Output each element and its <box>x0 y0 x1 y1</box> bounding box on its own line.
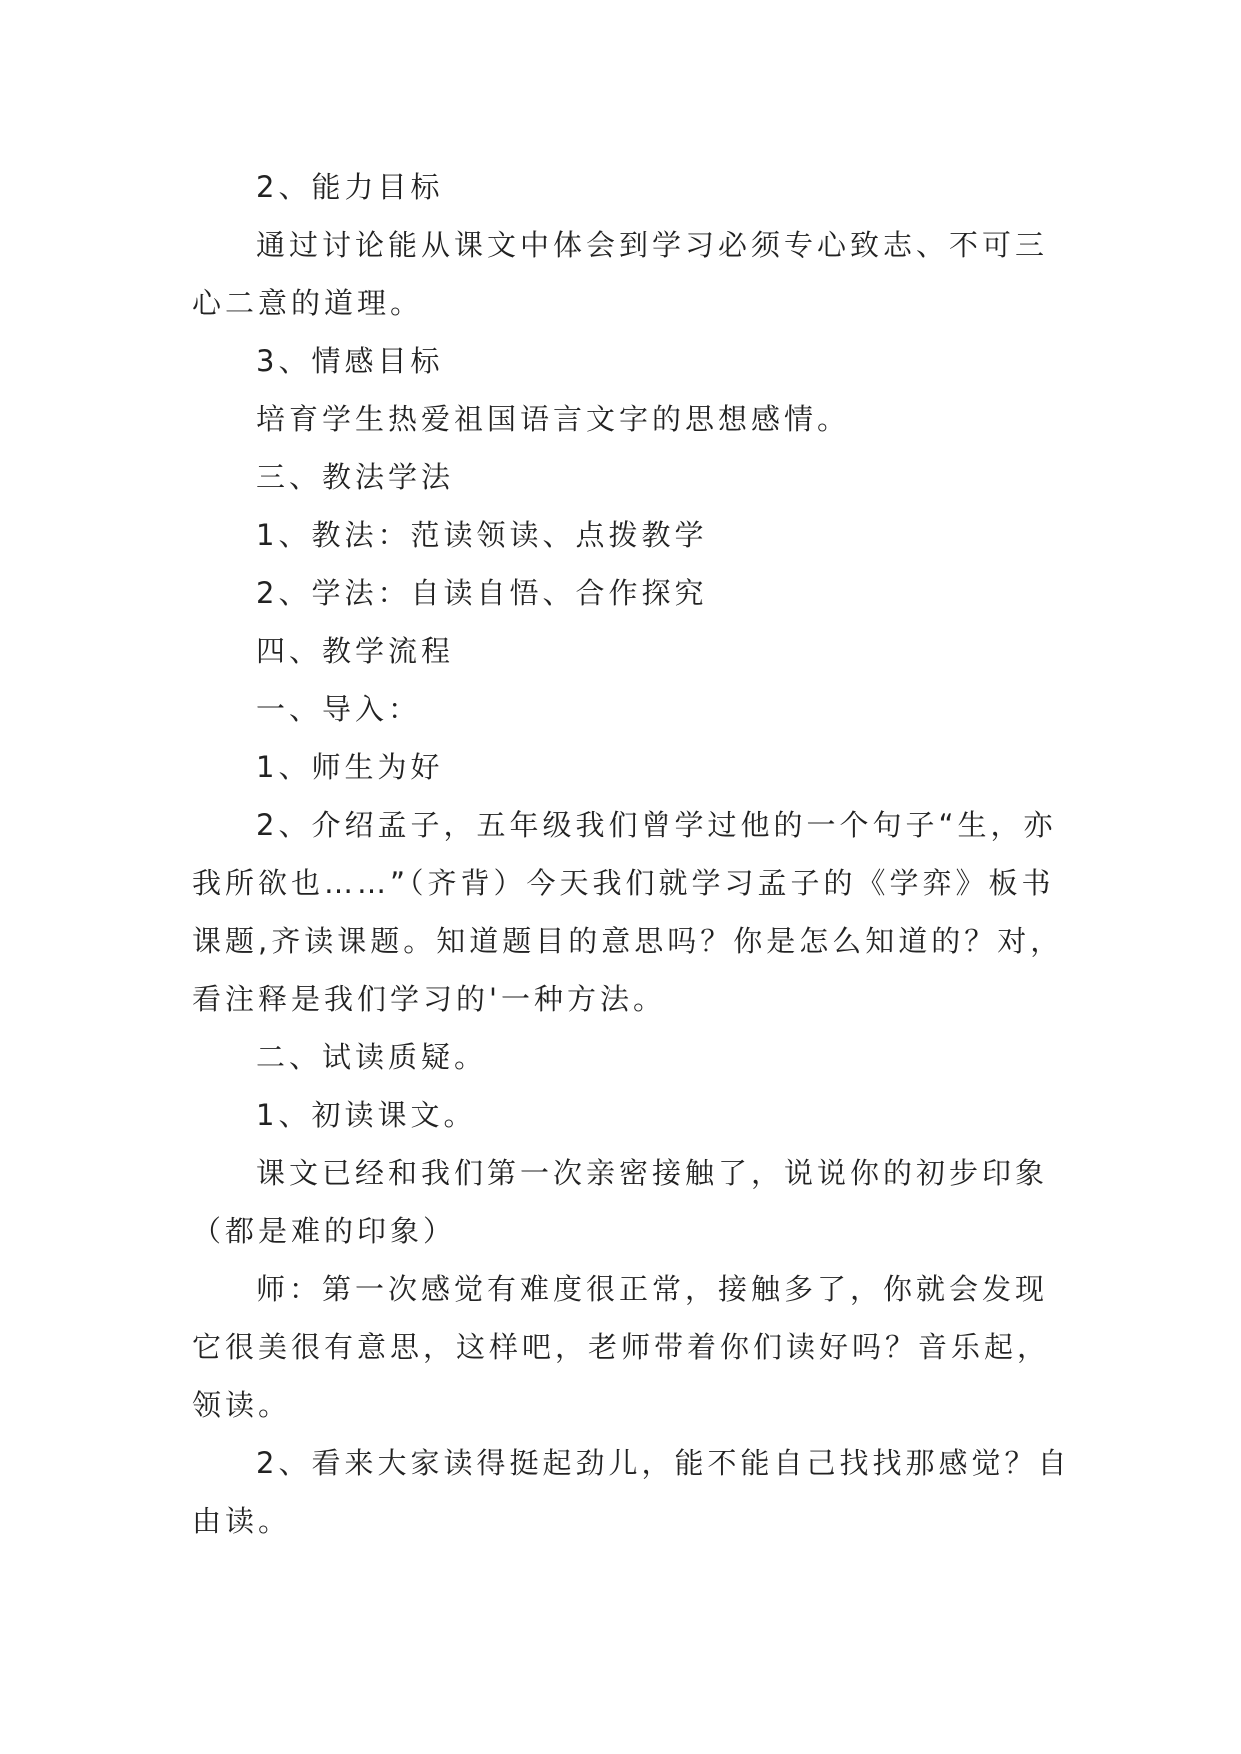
paragraph-first-impression: 课文已经和我们第一次亲密接触了，说说你的初步印象（都是难的印象） <box>192 1156 1049 1248</box>
document-body <box>192 158 1072 1550</box>
heading-teaching-process: 四、教学流程 <box>256 634 455 668</box>
paragraph-ability-goal: 通过讨论能从课文中体会到学习必须专心致志、不可三心二意的道理。 <box>192 228 1049 320</box>
heading-introduction: 一、导入： <box>256 692 422 726</box>
paragraph-teacher-lead-reading: 师：第一次感觉有难度很正常，接触多了，你就会发现它很美很有意思，这样吧，老师带着你们读好吗？音乐起，领读。 <box>192 1272 1051 1422</box>
heading-trial-reading: 二、试读质疑。 <box>256 1040 488 1074</box>
paragraph-greeting: 1、师生为好 <box>256 750 444 784</box>
paragraph-learning-method: 2、学法：自读自悟、合作探究 <box>256 576 708 610</box>
heading-ability-goal: 2、能力目标 <box>256 170 444 204</box>
paragraph-emotion-goal: 培育学生热爱祖国语言文字的思想感情。 <box>256 402 851 436</box>
heading-teaching-methods: 三、教法学法 <box>256 460 455 494</box>
paragraph-teaching-method: 1、教法：范读领读、点拨教学 <box>256 518 708 552</box>
paragraph-introduce-mencius: 2、介绍孟子，五年级我们曾学过他的一个句子“生，亦我所欲也……”（齐背）今天我们就学习孟子的《学弈》板书课题,齐读课题。知道题目的意思吗？你是怎么知道的？对，看注释是我们学习的'一种方法。 <box>192 808 1064 1016</box>
paragraph-free-reading: 2、看来大家读得挺起劲儿，能不能自己找找那感觉？自由读。 <box>192 1446 1071 1538</box>
heading-emotion-goal: 3、情感目标 <box>256 344 444 378</box>
paragraph-first-reading: 1、初读课文。 <box>256 1098 477 1132</box>
